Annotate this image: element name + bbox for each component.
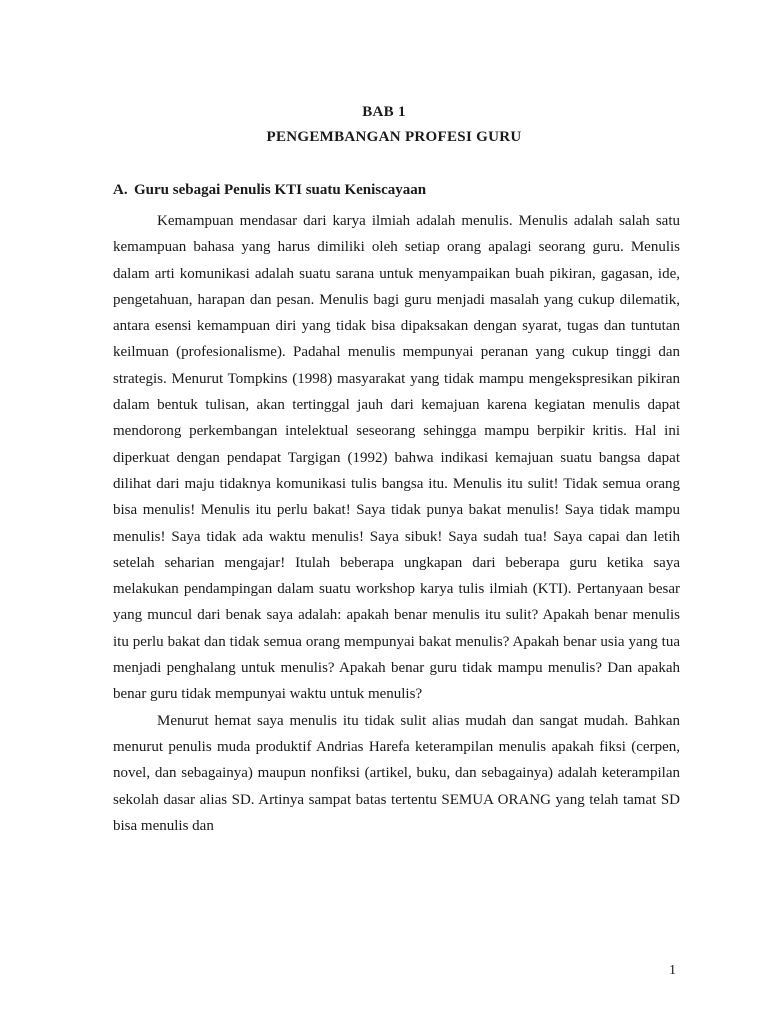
paragraph: Kemampuan mendasar dari karya ilmiah adalah menulis. Menulis adalah salah satu kemampuan bahasa yang harus dimiliki oleh setiap orang apalagi seorang guru. Menulis dalam arti komunikasi adalah suatu sarana untuk menyampaikan buah pikiran, gagasan, ide, pengetahuan, harapan dan pesan. Menulis bagi guru menjadi masalah yang cukup dilematik, antara esensi kemampuan diri yang tidak bisa dipaksakan dengan syarat, tugas dan tuntutan keilmuan (profesionalisme). Padahal menulis mempunyai peranan yang cukup tinggi dan strategis. Menurut Tompkins (1998) masyarakat yang tidak mampu mengekspresikan pikiran dalam bentuk tulisan, akan tertinggal jauh dari kemajuan karena kegiatan menulis dapat mendorong perkembangan intelektual seseorang sehingga mampu berpikir kritis. Hal ini diperkuat dengan pendapat Targigan (1992) bahwa indikasi kemajuan suatu bangsa dapat dilihat dari maju tidaknya komunikasi tulis bangsa itu. Menulis itu sulit! Tidak semua orang bisa menulis! Menulis itu perlu bakat! Saya tidak punya bakat menulis! Saya tidak mampu menulis! Saya tidak ada waktu menulis! Saya sibuk! Saya sudah tua! Saya capai dan letih setelah seharian mengajar! Itulah beberapa ungkapan dari beberapa guru ketika saya melakukan pendampingan dalam suatu workshop karya tulis ilmiah (KTI). Pertanyaan besar yang muncul dari benak saya adalah: apakah benar menulis itu sulit? Apakah benar menulis itu perlu bakat dan tidak semua orang mempunyai bakat menulis? Apakah benar usia yang tua menjadi penghalang untuk menulis? Apakah benar guru tidak mampu menulis? Dan apakah benar guru tidak mempunyai waktu untuk menulis? — [113, 213, 680, 703]
page-number: 1 — [669, 963, 676, 978]
chapter-number: BAB 1 — [362, 104, 406, 120]
section-heading — [113, 182, 426, 199]
section-heading-text: Guru sebagai Penulis KTI suatu Keniscayaan — [134, 182, 427, 198]
chapter-title: PENGEMBANGAN PROFESI GURU — [266, 129, 522, 145]
paragraph: Menurut hemat saya menulis itu tidak sulit alias mudah dan sangat mudah. Bahkan menurut penulis muda produktif Andrias Harefa keterampilan menulis apakah fiksi (cerpen, novel, dan sebagainya) maupun nonfiksi (artikel, buku, dan sebagainya) adalah keterampilan sekolah dasar alias SD. Artinya sampat batas tertentu SEMUA ORANG yang telah tamat SD bisa menulis dan — [113, 712, 680, 834]
body-text — [113, 208, 680, 839]
section-marker: A. — [113, 182, 128, 198]
